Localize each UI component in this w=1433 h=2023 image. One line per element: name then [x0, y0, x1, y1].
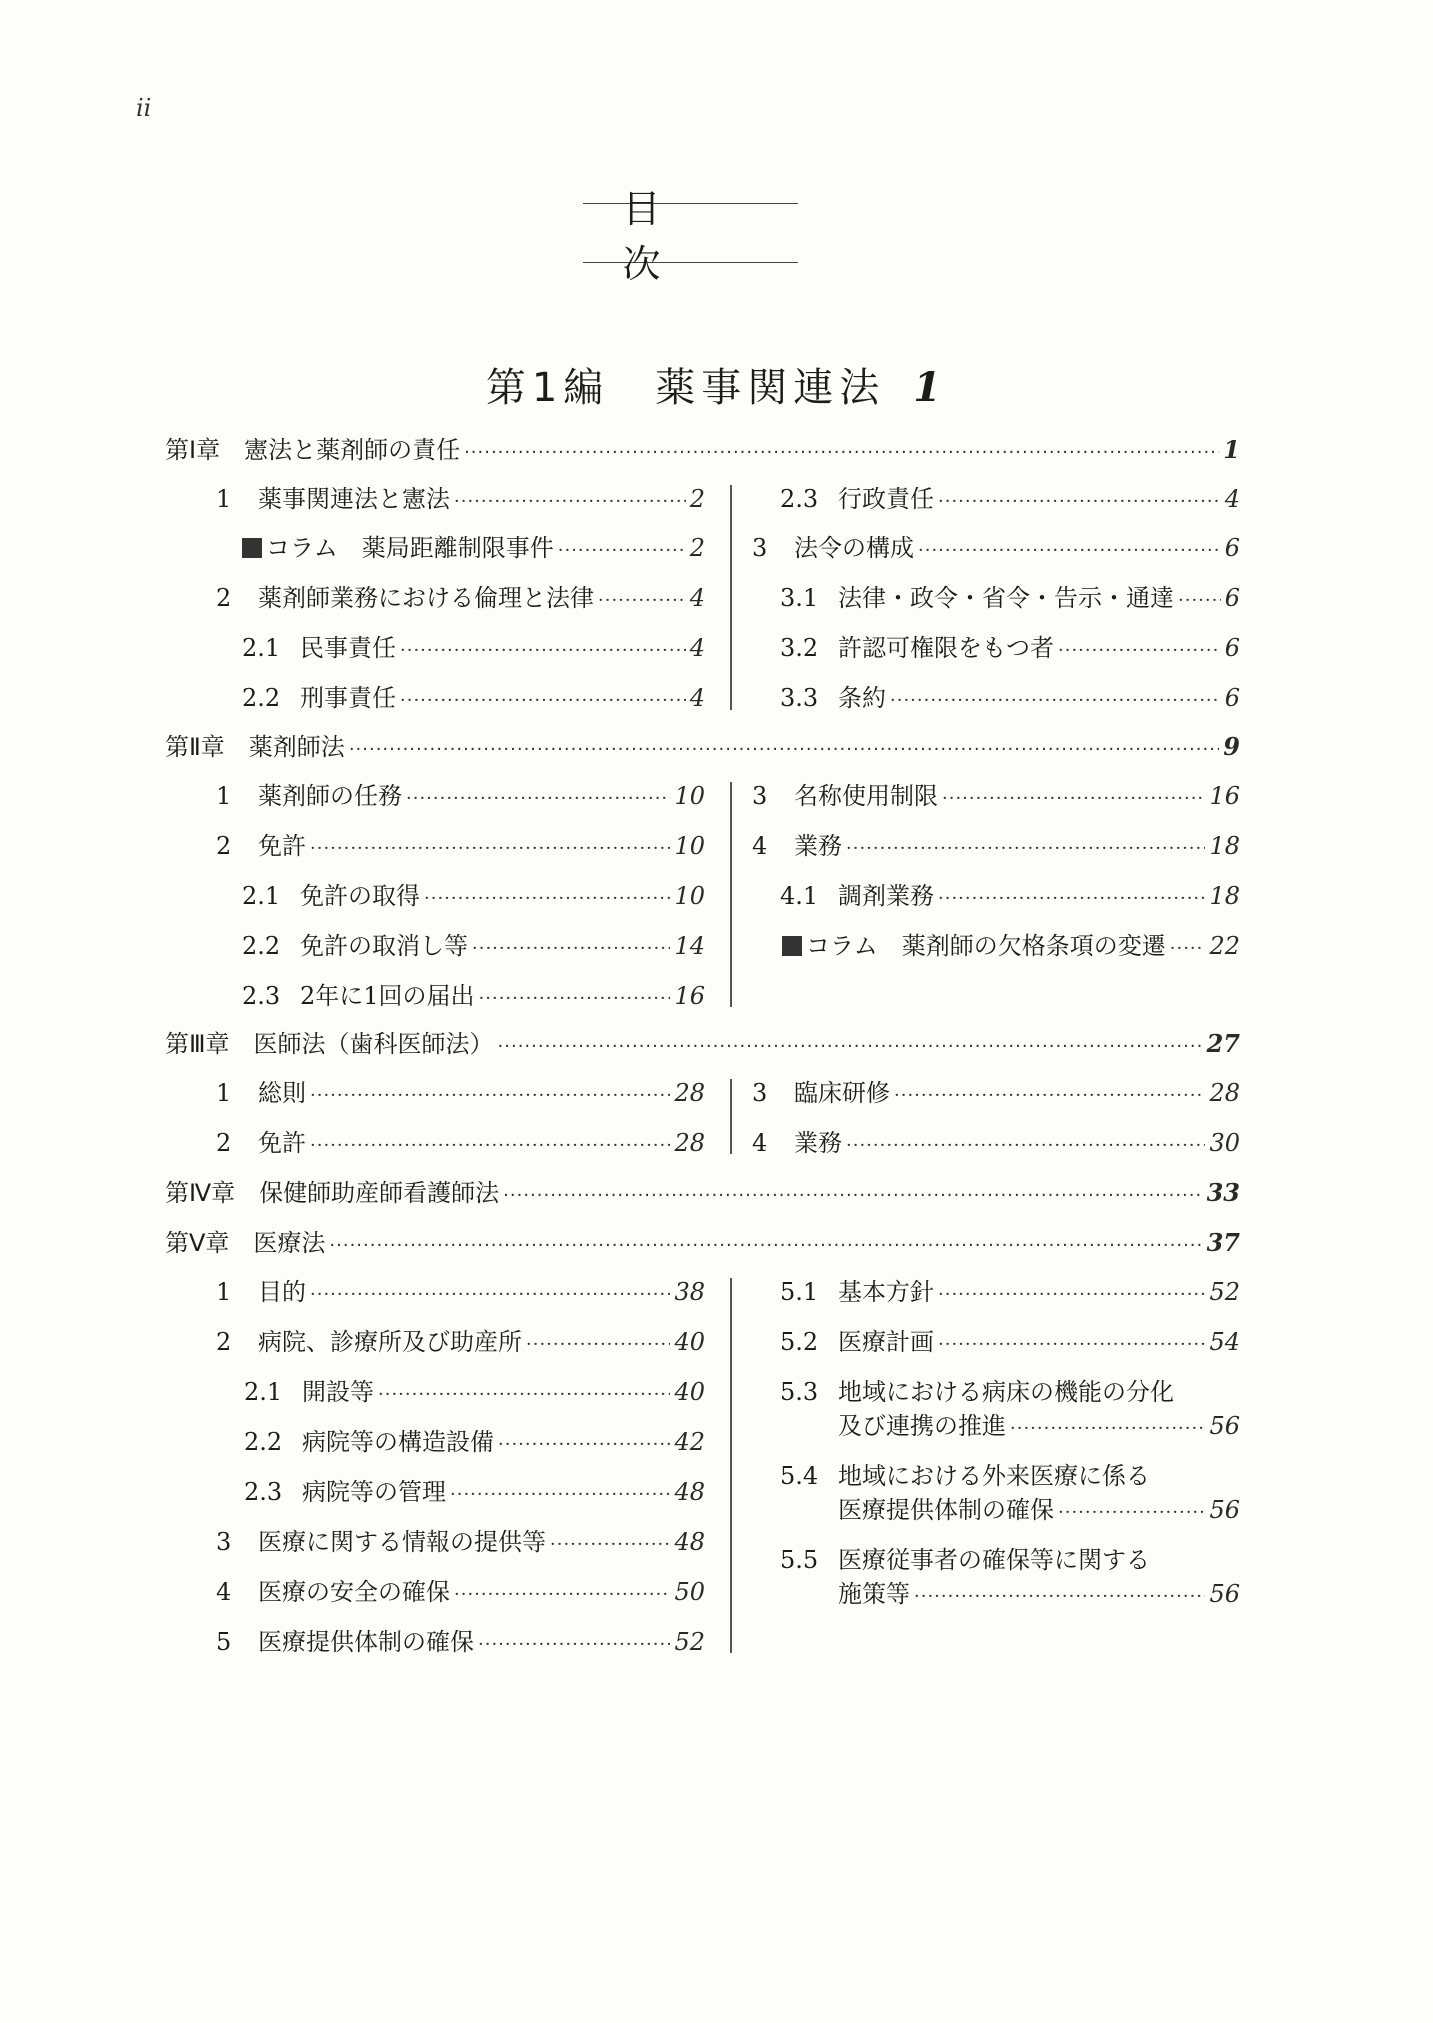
entry-number: 5.3 [780, 1378, 819, 1406]
column-divider [730, 782, 732, 1007]
leader-dots [938, 1329, 1205, 1361]
entry-text: 2年に1回の届出 [300, 982, 475, 1010]
entry-page: 52 [674, 1628, 705, 1656]
chapter-entry[interactable] [165, 1227, 1240, 1259]
toc-entry[interactable] [216, 830, 705, 862]
entry-label [780, 1276, 934, 1308]
entry-text: 病院等の構造設備 [302, 1428, 494, 1456]
part-page: 1 [913, 364, 948, 411]
leader-dots [498, 1031, 1203, 1063]
chapter-label: 第Ⅲ章 医師法（歯科医師法） [165, 1030, 494, 1058]
entry-page: 6 [1224, 584, 1240, 612]
entry-text: 許認可権限をもつ者 [838, 634, 1054, 662]
leader-dots [406, 783, 670, 815]
entry-number: 5 [216, 1628, 232, 1656]
leader-dots [424, 883, 670, 915]
entry-label [780, 632, 1054, 664]
entry-page: 6 [1224, 634, 1240, 662]
entry-text: 地域における病床の機能の分化 [838, 1378, 1174, 1406]
leader-dots [498, 1429, 670, 1461]
entry-number: 3.2 [780, 634, 819, 662]
entry-number: 2.1 [242, 634, 281, 662]
entry-page: 28 [674, 1079, 705, 1107]
toc-entry[interactable] [782, 930, 1240, 962]
page-number: ii [136, 94, 152, 122]
chapter-entry[interactable] [165, 1028, 1240, 1060]
leader-dots [1010, 1413, 1205, 1445]
entry-label [780, 682, 886, 714]
entry-page: 48 [674, 1528, 705, 1556]
toc-entry[interactable] [216, 1127, 705, 1159]
leader-dots [310, 833, 670, 865]
entry-page: 30 [1209, 1129, 1240, 1157]
entry-text: 薬剤師業務における倫理と法律 [258, 584, 594, 612]
entry-label [216, 1576, 450, 1608]
entry-page: 40 [674, 1328, 705, 1356]
entry-page: 52 [1209, 1278, 1240, 1306]
entry-text: 名称使用制限 [794, 782, 938, 810]
toc-entry[interactable] [838, 1494, 1240, 1526]
toc-entry[interactable] [838, 1410, 1240, 1442]
entry-text: 免許の取消し等 [300, 932, 468, 960]
entry-page: 54 [1209, 1328, 1240, 1356]
toc-entry[interactable] [244, 1476, 705, 1508]
entry-label [216, 780, 402, 812]
entry-label [242, 532, 554, 564]
entry-page: 10 [674, 832, 705, 860]
entry-number: 2.2 [242, 932, 281, 960]
entry-label [780, 582, 1174, 614]
column-square-icon [242, 538, 262, 558]
toc-entry[interactable] [780, 682, 1240, 714]
entry-page: 4 [1224, 485, 1240, 513]
toc-entry[interactable] [752, 830, 1240, 862]
leader-dots [550, 1529, 670, 1561]
entry-page: 48 [674, 1478, 705, 1506]
entry-label [752, 1077, 890, 1109]
entry-number: 1 [216, 485, 232, 513]
toc-entry-line1 [780, 1544, 1150, 1576]
entry-number: 2.1 [242, 882, 281, 910]
toc-entry[interactable] [242, 632, 705, 664]
entry-number: 5.5 [780, 1546, 819, 1574]
entry-number: 5.4 [780, 1462, 819, 1490]
entry-page: 18 [1209, 832, 1240, 860]
leader-dots [503, 1180, 1202, 1212]
chapter-label: 第Ⅰ章 憲法と薬剤師の責任 [165, 436, 461, 464]
entry-number: 2 [216, 1328, 232, 1356]
entry-number: 3 [216, 1528, 232, 1556]
entry-number: 3.1 [780, 584, 819, 612]
entry-number: 2.3 [242, 982, 281, 1010]
entry-number: 2.1 [244, 1378, 283, 1406]
entry-number: 2 [216, 1129, 232, 1157]
entry-text: 民事責任 [300, 634, 396, 662]
entry-text: 免許 [258, 1129, 306, 1157]
entry-number: 4 [752, 1129, 768, 1157]
entry-page: 2 [689, 485, 705, 513]
entry-page: 14 [674, 932, 705, 960]
toc-title-text: 目 次 [622, 187, 819, 286]
entry-number: 2.2 [242, 684, 281, 712]
toc-entry[interactable] [216, 1526, 705, 1558]
leader-dots [454, 486, 686, 518]
entry-text: コラム 薬剤師の欠格条項の変遷 [806, 932, 1166, 960]
leader-dots [938, 1279, 1205, 1311]
leader-dots [1170, 933, 1206, 965]
entry-page: 18 [1209, 882, 1240, 910]
toc-entry[interactable] [242, 980, 705, 1012]
toc-entry[interactable] [242, 930, 705, 962]
entry-label [752, 1127, 842, 1159]
leader-dots [454, 1579, 670, 1611]
toc-entry[interactable] [244, 1376, 705, 1408]
entry-label [780, 483, 934, 515]
entry-number: 1 [216, 1079, 232, 1107]
entry-label [216, 483, 450, 515]
entry-number: 3.3 [780, 684, 819, 712]
leader-dots [464, 437, 1219, 469]
toc-entry[interactable] [780, 483, 1240, 515]
leader-dots [938, 883, 1205, 915]
toc-entry[interactable] [242, 880, 705, 912]
entry-page: 42 [674, 1428, 705, 1456]
entry-number: 5.1 [780, 1278, 819, 1306]
entry-label [752, 780, 938, 812]
entry-text: コラム 薬局距離制限事件 [266, 534, 554, 562]
entry-number: 4 [216, 1578, 232, 1606]
leader-dots [378, 1379, 670, 1411]
entry-label [782, 930, 1166, 962]
entry-page: 6 [1224, 684, 1240, 712]
leader-dots [478, 1629, 670, 1661]
entry-label [242, 930, 468, 962]
entry-number: 3 [752, 782, 768, 810]
toc-entry[interactable] [780, 582, 1240, 614]
entry-number: 2.3 [244, 1478, 283, 1506]
entry-text: 調剤業務 [838, 882, 934, 910]
entry-page: 10 [674, 782, 705, 810]
entry-text: 開設等 [302, 1378, 374, 1406]
entry-label [244, 1476, 446, 1508]
toc-entry[interactable] [752, 1127, 1240, 1159]
entry-text: 業務 [794, 832, 842, 860]
entry-number: 4.1 [780, 882, 819, 910]
entry-text: 総則 [258, 1079, 306, 1107]
leader-dots [894, 1080, 1205, 1112]
leader-dots [329, 1230, 1202, 1262]
entry-label [242, 980, 475, 1012]
leader-dots [598, 585, 686, 617]
entry-text: 医療提供体制の確保 [258, 1628, 474, 1656]
entry-number: 2 [216, 584, 232, 612]
entry-text: 医療従事者の確保等に関する [838, 1546, 1150, 1574]
entry-label [242, 682, 396, 714]
toc-entry[interactable] [242, 682, 705, 714]
entry-page: 6 [1224, 534, 1240, 562]
leader-dots [938, 486, 1221, 518]
toc-entry[interactable] [244, 1426, 705, 1458]
entry-text: 行政責任 [838, 485, 934, 513]
entry-number: 2.3 [780, 485, 819, 513]
entry-text: 目的 [258, 1278, 306, 1306]
entry-page: 56 [1209, 1412, 1240, 1440]
entry-label [242, 880, 420, 912]
entry-text: 薬剤師の任務 [258, 782, 402, 810]
entry-text: 地域における外来医療に係る [838, 1462, 1150, 1490]
entry-text: 医療提供体制の確保 [838, 1496, 1054, 1524]
entry-page: 16 [1209, 782, 1240, 810]
entry-label [216, 1127, 306, 1159]
column-divider [730, 1278, 732, 1653]
toc-entry[interactable] [216, 1576, 705, 1608]
column-divider [730, 485, 732, 710]
leader-dots [479, 983, 671, 1015]
chapter-entry[interactable] [165, 434, 1240, 466]
toc-entry[interactable] [780, 1276, 1240, 1308]
entry-page: 28 [1209, 1079, 1240, 1107]
column-divider [730, 1079, 732, 1154]
entry-label [216, 1276, 306, 1308]
entry-page: 40 [674, 1378, 705, 1406]
entry-page: 4 [689, 634, 705, 662]
entry-text: 条約 [838, 684, 886, 712]
chapter-label: 第Ⅱ章 薬剤師法 [165, 733, 345, 761]
chapter-page: 33 [1206, 1178, 1240, 1207]
leader-dots [310, 1279, 670, 1311]
leader-dots [472, 933, 670, 965]
toc-entry[interactable] [216, 582, 705, 614]
leader-dots [846, 1130, 1205, 1162]
toc-entry[interactable] [216, 780, 705, 812]
leader-dots [310, 1130, 670, 1162]
entry-text: 基本方針 [838, 1278, 934, 1306]
entry-number: 2.2 [244, 1428, 283, 1456]
leader-dots [558, 535, 686, 567]
entry-number: 5.2 [780, 1328, 819, 1356]
entry-text: 医療に関する情報の提供等 [258, 1528, 546, 1556]
leader-dots [918, 535, 1221, 567]
chapter-page: 1 [1223, 435, 1240, 464]
entry-page: 56 [1209, 1496, 1240, 1524]
entry-page: 56 [1209, 1580, 1240, 1608]
entry-text: 病院等の管理 [302, 1478, 446, 1506]
entry-text: 免許 [258, 832, 306, 860]
toc-entry[interactable] [216, 1626, 705, 1658]
leader-dots [400, 635, 686, 667]
column-square-icon [782, 936, 802, 956]
entry-label [780, 880, 934, 912]
entry-text: 薬事関連法と憲法 [258, 485, 450, 513]
entry-label [752, 532, 914, 564]
toc-entry[interactable] [752, 1077, 1240, 1109]
chapter-entry[interactable] [165, 1177, 1240, 1209]
chapter-label: 第Ⅴ章 医療法 [165, 1229, 326, 1257]
chapter-page: 37 [1206, 1228, 1240, 1257]
entry-label [752, 830, 842, 862]
entry-text: 刑事責任 [300, 684, 396, 712]
entry-number: 3 [752, 1079, 768, 1107]
entry-number: 2 [216, 832, 232, 860]
entry-text: 及び連携の推進 [838, 1412, 1006, 1440]
entry-page: 28 [674, 1129, 705, 1157]
toc-entry[interactable] [752, 532, 1240, 564]
entry-number: 3 [752, 534, 768, 562]
toc-entry[interactable] [216, 1077, 705, 1109]
entry-text: 法令の構成 [794, 534, 914, 562]
entry-number: 4 [752, 832, 768, 860]
chapter-page: 27 [1206, 1029, 1240, 1058]
entry-label [216, 1077, 306, 1109]
entry-text: 医療の安全の確保 [258, 1578, 450, 1606]
entry-text: 施策等 [838, 1580, 910, 1608]
leader-dots [400, 685, 686, 717]
entry-page: 4 [689, 584, 705, 612]
entry-text: 業務 [794, 1129, 842, 1157]
toc-entry-line1 [780, 1376, 1174, 1408]
leader-dots [846, 833, 1205, 865]
leader-dots [942, 783, 1205, 815]
leader-dots [349, 734, 1219, 766]
entry-label [242, 632, 396, 664]
toc-entry[interactable] [216, 483, 705, 515]
entry-label [216, 1326, 522, 1358]
entry-page: 10 [674, 882, 705, 910]
leader-dots [890, 685, 1221, 717]
entry-label [244, 1426, 494, 1458]
part-title-text: 第1編 薬事関連法 [485, 365, 886, 411]
entry-label [216, 1526, 546, 1558]
entry-number: 1 [216, 782, 232, 810]
entry-page: 16 [674, 982, 705, 1010]
entry-label [216, 1626, 474, 1658]
toc-entry[interactable] [780, 880, 1240, 912]
toc-entry[interactable] [838, 1578, 1240, 1610]
entry-label [244, 1376, 374, 1408]
entry-text: 免許の取得 [300, 882, 420, 910]
chapter-page: 9 [1223, 732, 1240, 761]
leader-dots [526, 1329, 670, 1361]
leader-dots [1178, 585, 1221, 617]
toc-entry[interactable] [216, 1276, 705, 1308]
chapter-label: 第Ⅳ章 保健師助産師看護師法 [165, 1179, 500, 1207]
entry-label [780, 1326, 934, 1358]
toc-entry[interactable] [752, 780, 1240, 812]
toc-entry[interactable] [216, 1326, 705, 1358]
entry-number: 1 [216, 1278, 232, 1306]
entry-page: 22 [1209, 932, 1240, 960]
leader-dots [1058, 635, 1221, 667]
entry-page: 2 [689, 534, 705, 562]
part-title [0, 356, 1433, 413]
entry-page: 4 [689, 684, 705, 712]
entry-page: 50 [674, 1578, 705, 1606]
entry-text: 法律・政令・省令・告示・通達 [838, 584, 1174, 612]
leader-dots [914, 1581, 1205, 1613]
entry-page: 38 [674, 1278, 705, 1306]
leader-dots [450, 1479, 670, 1511]
toc-entry[interactable] [780, 1326, 1240, 1358]
entry-text: 医療計画 [838, 1328, 934, 1356]
toc-title [583, 187, 819, 286]
chapter-entry[interactable] [165, 731, 1240, 763]
entry-label [216, 582, 594, 614]
entry-text: 病院、診療所及び助産所 [258, 1328, 522, 1356]
leader-dots [310, 1080, 670, 1112]
leader-dots [1058, 1497, 1205, 1529]
entry-label [216, 830, 306, 862]
toc-entry-line1 [780, 1460, 1150, 1492]
toc-entry[interactable] [780, 632, 1240, 664]
entry-text: 臨床研修 [794, 1079, 890, 1107]
toc-entry[interactable] [242, 532, 705, 564]
